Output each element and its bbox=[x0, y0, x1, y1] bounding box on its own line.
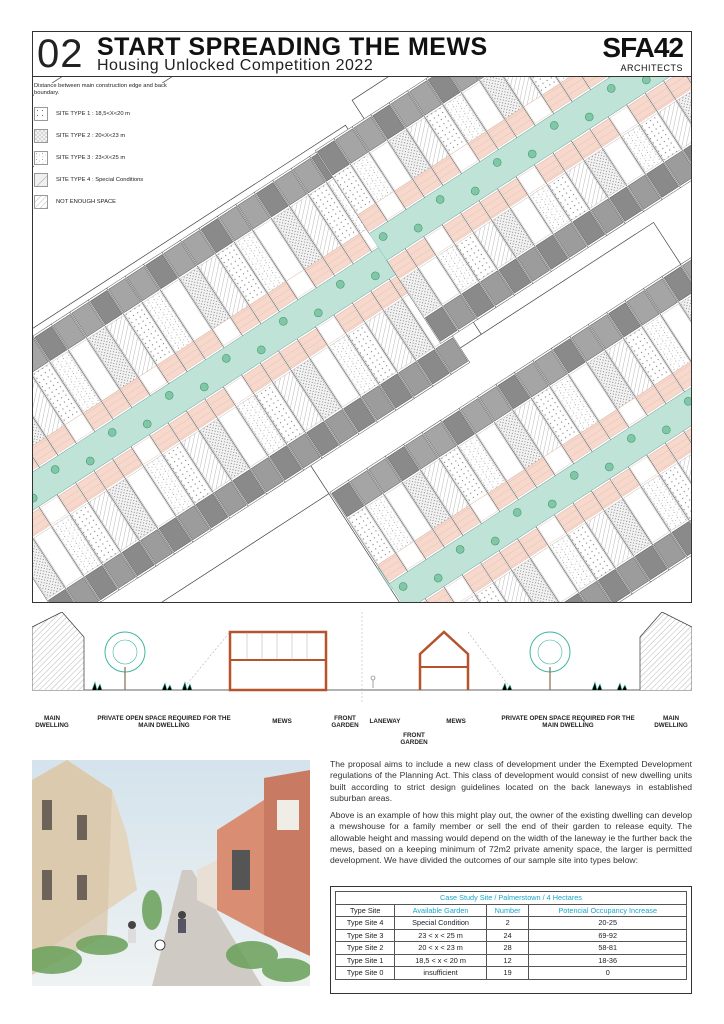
page-subtitle: Housing Unlocked Competition 2022 bbox=[97, 57, 374, 74]
table-cell: Type Site 3 bbox=[336, 929, 395, 942]
swatch-type-1 bbox=[34, 107, 48, 121]
label-mews-right: MEWS bbox=[446, 718, 466, 725]
case-study-table-box bbox=[330, 886, 692, 994]
table-cell: 28 bbox=[486, 942, 529, 955]
table-row bbox=[336, 942, 687, 955]
legend-item bbox=[34, 103, 174, 125]
swatch-type-4 bbox=[34, 173, 48, 187]
legend-item bbox=[34, 191, 174, 213]
label-mews-left: MEWS bbox=[272, 718, 292, 725]
label-front-garden-right: FRONT GARDEN bbox=[400, 732, 428, 746]
col-header: Type Site bbox=[336, 904, 395, 917]
label-private-left: PRIVATE OPEN SPACE REQUIRED FOR THE MAIN DWELLING bbox=[97, 715, 231, 729]
page-title: START SPREADING THE MEWS bbox=[97, 33, 488, 61]
legend-label: NOT ENOUGH SPACE bbox=[56, 198, 117, 205]
legend-item bbox=[34, 169, 174, 191]
table-cell: 0 bbox=[529, 967, 687, 980]
label-front-garden-left: FRONT GARDEN bbox=[331, 715, 359, 729]
table-cell: 19 bbox=[486, 967, 529, 980]
case-study-table bbox=[335, 891, 687, 980]
table-cell: Type Site 4 bbox=[336, 917, 395, 930]
legend-label: SITE TYPE 4 : Special Conditions bbox=[56, 176, 144, 183]
mews-rendering-image bbox=[32, 760, 310, 986]
title-block bbox=[32, 31, 692, 77]
swatch-not-enough bbox=[34, 195, 48, 209]
table-header-row bbox=[336, 904, 687, 917]
firm-logo: SFA42 bbox=[602, 32, 683, 63]
table-row bbox=[336, 917, 687, 930]
table-cell: Special Condition bbox=[395, 917, 486, 930]
firm-logo-sub: ARCHITECTS bbox=[620, 63, 683, 73]
legend-item bbox=[34, 125, 174, 147]
swatch-type-2 bbox=[34, 129, 48, 143]
table-cell: insufficient bbox=[395, 967, 486, 980]
description-paragraph-2: Above is an example of how this might play out, the owner of the existing dwelling can develop a mewshouse for a family member or sell the end of their garden to release equity. The allowable height and massing would depend on the width of the laneway ie the further back the mews, based on a keeping minimum of 72m2 private amenity space, the larger is permitted development. We have divided the outcomes of our sample site into types below: bbox=[330, 810, 692, 866]
table-row bbox=[336, 967, 687, 980]
legend bbox=[34, 83, 174, 213]
label-main-dwelling-right: MAIN DWELLING bbox=[654, 715, 688, 729]
table-row bbox=[336, 929, 687, 942]
mews-rendering bbox=[32, 760, 310, 986]
legend-item bbox=[34, 147, 174, 169]
sheet-number: 02 bbox=[37, 32, 84, 76]
table-cell: 2 bbox=[486, 917, 529, 930]
cross-section bbox=[32, 612, 692, 752]
legend-label: SITE TYPE 1 : 18,5<X<20 m bbox=[56, 110, 131, 117]
table-cell: 20 < x < 23 m bbox=[395, 942, 486, 955]
col-header: Number bbox=[486, 904, 529, 917]
legend-label: SITE TYPE 2 : 20<X<23 m bbox=[56, 132, 126, 139]
table-cell: 12 bbox=[486, 954, 529, 967]
table-row bbox=[336, 954, 687, 967]
table-cell: 58-81 bbox=[529, 942, 687, 955]
description-paragraph-1: The proposal aims to include a new class of development under the Exempted Development regulations of the Planning Act. This class of development would consist of new dwelling units built according to strict design guidelines located on the back laneways in established suburban areas. bbox=[330, 759, 692, 803]
table-cell: Type Site 0 bbox=[336, 967, 395, 980]
table-caption: Case Study Site / Palmerstown / 4 Hectares bbox=[336, 892, 687, 905]
table-cell: 69-92 bbox=[529, 929, 687, 942]
table-cell: Type Site 2 bbox=[336, 942, 395, 955]
legend-heading: Distance between main construction edge and back boundary. bbox=[34, 83, 167, 96]
legend-label: SITE TYPE 3 : 23<X<25 m bbox=[56, 154, 126, 161]
col-header: Available Garden bbox=[395, 904, 486, 917]
table-cell: 23 < x < 25 m bbox=[395, 929, 486, 942]
description bbox=[330, 759, 692, 873]
table-cell: 18-36 bbox=[529, 954, 687, 967]
table-cell: 24 bbox=[486, 929, 529, 942]
section-drawing bbox=[32, 612, 692, 707]
label-private-right: PRIVATE OPEN SPACE REQUIRED FOR THE MAIN DWELLING bbox=[501, 715, 635, 729]
col-header: Potencial Occupancy Increase bbox=[529, 904, 687, 917]
table-cell: Type Site 1 bbox=[336, 954, 395, 967]
label-main-dwelling-left: MAIN DWELLING bbox=[35, 715, 69, 729]
table-cell: 18,5 < x < 20 m bbox=[395, 954, 486, 967]
label-laneway: LANEWAY bbox=[369, 718, 401, 725]
swatch-type-3 bbox=[34, 151, 48, 165]
table-cell: 20-25 bbox=[529, 917, 687, 930]
